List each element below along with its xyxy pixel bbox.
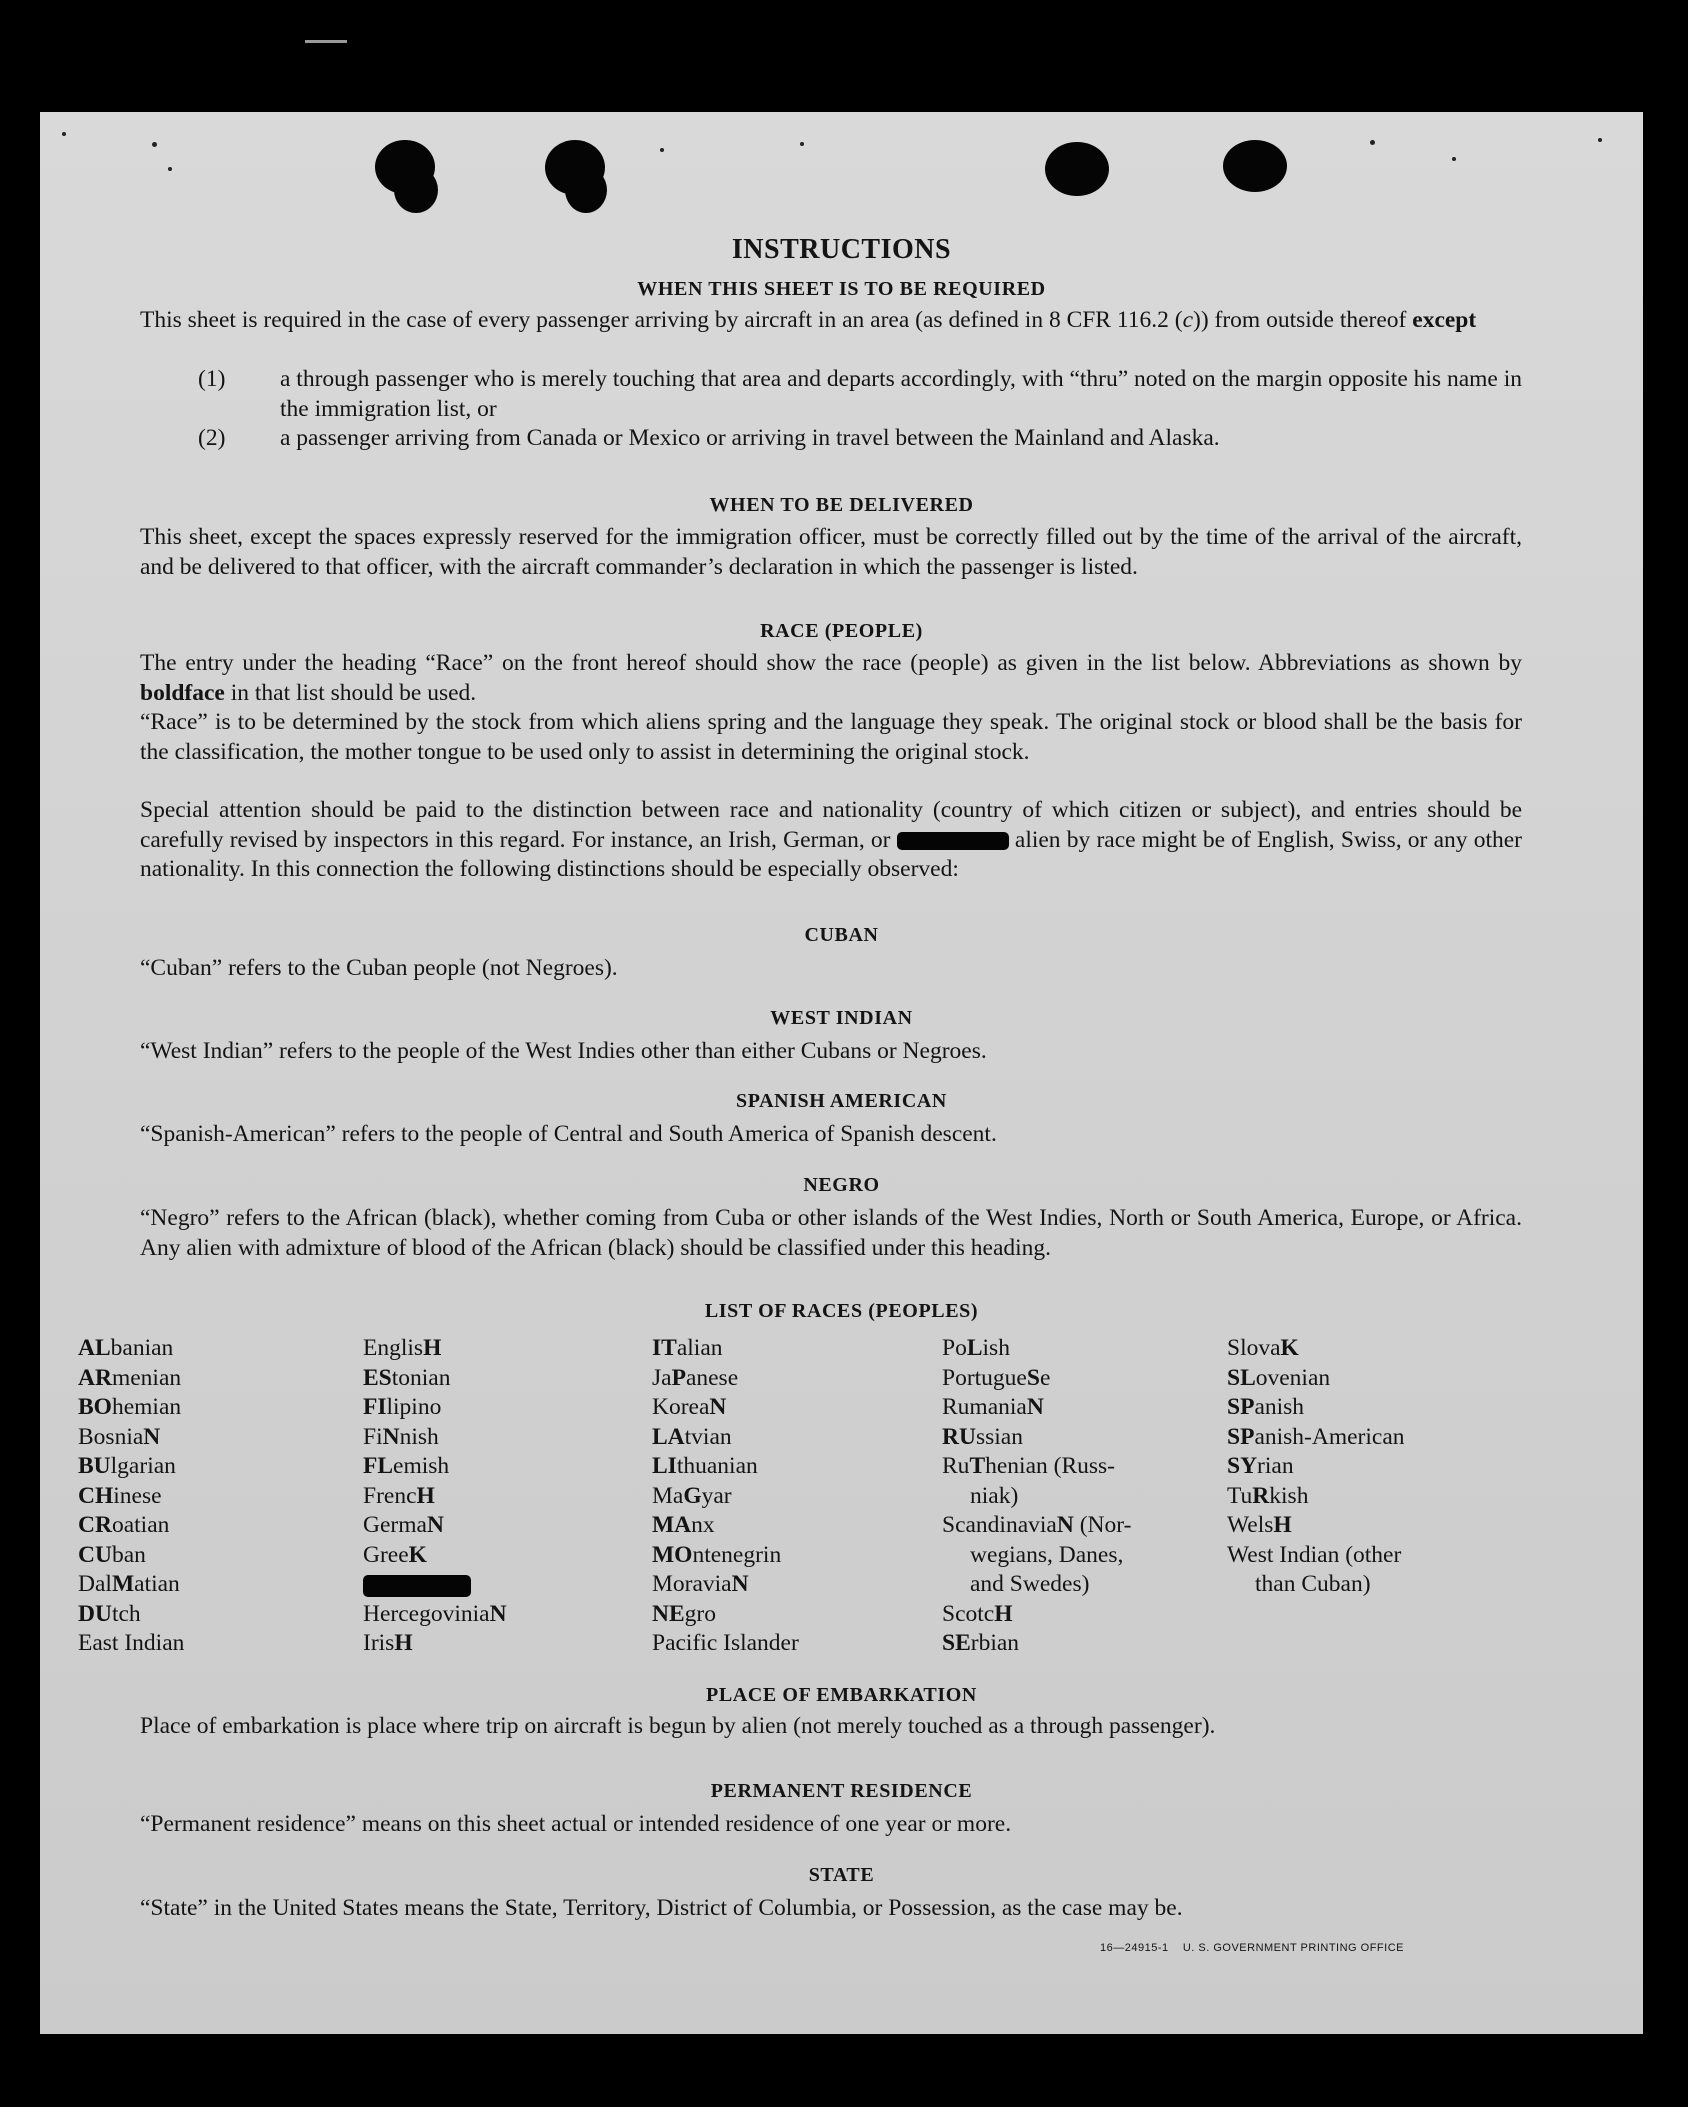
race-abbrev-letter: LI xyxy=(652,1453,677,1479)
race-list-item xyxy=(1227,1364,1405,1394)
text: )) from outside thereof xyxy=(1193,307,1413,333)
race-abbrev-letter: SP xyxy=(1227,1423,1255,1450)
race-list-item xyxy=(652,1364,799,1394)
race-abbrev-letter: T xyxy=(969,1453,986,1479)
race-text: (Nor- xyxy=(1073,1512,1132,1538)
race-text: banian xyxy=(110,1335,174,1361)
race-abbrev-letter: H xyxy=(394,1630,413,1656)
race-list-item xyxy=(363,1364,507,1394)
race-text: niak) xyxy=(970,1482,1019,1509)
paragraph-residence xyxy=(82,1810,1522,1840)
race-list-item xyxy=(1227,1393,1405,1423)
race-list-item xyxy=(942,1570,1131,1600)
race-text: tch xyxy=(111,1600,141,1627)
race-text: Ja xyxy=(652,1364,672,1391)
section-heading-required: WHEN THIS SHEET IS TO BE REQUIRED xyxy=(637,278,1046,300)
paragraph-west-indian xyxy=(82,1037,1522,1067)
race-text: Pacific Islander xyxy=(652,1630,799,1656)
race-abbrev-letter: SE xyxy=(942,1630,971,1656)
race-text: Wels xyxy=(1227,1512,1274,1538)
race-abbrev-letter: H xyxy=(994,1600,1013,1627)
race-text: oatian xyxy=(111,1512,170,1538)
race-abbrev-letter: AL xyxy=(78,1335,111,1361)
race-text: anish xyxy=(1254,1394,1305,1420)
race-text: tvian xyxy=(684,1423,732,1450)
race-text: Englis xyxy=(363,1335,424,1361)
race-list-item xyxy=(942,1629,1131,1659)
text: “Permanent residence” means on this sheet actual or intended residence of one year or more. xyxy=(140,1811,1012,1837)
race-list-item xyxy=(652,1393,799,1423)
race-text: ish xyxy=(982,1335,1010,1361)
race-list-item xyxy=(1227,1482,1405,1512)
page-title: INSTRUCTIONS xyxy=(731,234,952,265)
race-abbrev-letter: IT xyxy=(652,1335,677,1361)
text: in that list should be used. xyxy=(224,679,477,706)
dust-speck xyxy=(1452,157,1456,161)
race-list-item xyxy=(363,1334,507,1364)
race-list-item xyxy=(78,1511,184,1541)
paragraph-race-1 xyxy=(82,649,1522,708)
scan-mark xyxy=(305,40,347,43)
race-text: ovenian xyxy=(1255,1364,1331,1391)
paragraph-negro xyxy=(82,1204,1522,1263)
race-text: Rumania xyxy=(942,1394,1027,1420)
print-code-footer xyxy=(1100,1942,1404,1954)
text: The entry under the heading “Race” on the front hereof should show the race (people) as given in the list below. Abbreviations as shown by xyxy=(140,650,1522,676)
race-text: anish-American xyxy=(1254,1423,1405,1450)
race-text: emish xyxy=(393,1453,450,1479)
race-list-item xyxy=(652,1452,799,1482)
race-list-item xyxy=(78,1600,184,1630)
race-abbrev-letter: G xyxy=(683,1482,702,1509)
race-text: East Indian xyxy=(78,1630,185,1656)
race-text: anese xyxy=(685,1364,739,1391)
punch-hole xyxy=(1223,140,1287,192)
race-abbrev-letter: H xyxy=(416,1482,435,1509)
race-abbrev-letter: BU xyxy=(78,1453,111,1479)
race-text: rbian xyxy=(970,1630,1020,1656)
list-item-number: (1) xyxy=(198,366,226,392)
race-abbrev-letter: RU xyxy=(942,1423,976,1450)
list-item-number: (2) xyxy=(198,425,226,451)
race-text: West Indian (other xyxy=(1227,1541,1402,1568)
race-abbrev-letter: CH xyxy=(78,1482,114,1509)
race-text: alian xyxy=(676,1335,723,1361)
dust-speck xyxy=(168,167,172,171)
race-abbrev-letter: NE xyxy=(652,1600,685,1627)
race-list-item xyxy=(78,1541,184,1571)
race-text: yar xyxy=(701,1482,732,1509)
race-text: henian (Russ- xyxy=(985,1453,1116,1479)
race-list-item xyxy=(78,1452,184,1482)
race-list-item xyxy=(363,1629,507,1659)
race-list-item xyxy=(652,1570,799,1600)
race-list-item xyxy=(363,1600,507,1630)
race-list-item xyxy=(1227,1511,1405,1541)
race-abbrev-letter: SY xyxy=(1227,1453,1258,1479)
race-list-item xyxy=(78,1334,184,1364)
race-abbrev-letter: S xyxy=(1026,1364,1040,1391)
race-abbrev-letter: BO xyxy=(78,1394,112,1420)
text: “West Indian” refers to the people of the West Indies other than either Cubans or Negroes. xyxy=(140,1038,987,1064)
race-list-item xyxy=(363,1423,507,1453)
race-text: Scandinavia xyxy=(942,1512,1057,1538)
section-heading-race: RACE (PEOPLE) xyxy=(760,620,923,642)
race-list-item xyxy=(942,1452,1131,1482)
race-list-item xyxy=(942,1541,1131,1571)
race-abbrev-letter: R xyxy=(1252,1482,1270,1509)
list-item: a passenger arriving from Canada or Mexico or arriving in travel between the Mainland and Alaska. xyxy=(280,425,1220,451)
printer-name: U. S. GOVERNMENT PRINTING OFFICE xyxy=(1182,1942,1404,1954)
race-text: Fi xyxy=(363,1423,383,1450)
race-list-item xyxy=(363,1393,507,1423)
race-abbrev-letter: ES xyxy=(363,1364,392,1391)
text: Special attention should be paid to the distinction between race and nationality (country of which citizen or subject), and entries should be carefully revised by inspectors in this regard. For instance, an Irish, German, or xyxy=(140,797,1522,853)
race-list-item xyxy=(652,1482,799,1512)
text: alien by race might be of English, Swiss, or any other nationality. In this connection the following distinctions should be especially observed: xyxy=(140,826,1522,882)
race-list-item xyxy=(652,1511,799,1541)
race-text: wegians, Danes, xyxy=(970,1541,1124,1568)
redaction-mark xyxy=(363,1575,471,1597)
text: “State” in the United States means the State, Territory, District of Columbia, or Possession, as the case may be. xyxy=(140,1895,1183,1921)
race-list-item xyxy=(942,1423,1131,1453)
race-list-item xyxy=(1227,1452,1405,1482)
race-text: menian xyxy=(111,1364,182,1391)
race-text: nish xyxy=(399,1423,439,1450)
race-text: Hercegovinia xyxy=(363,1600,490,1627)
paragraph-required xyxy=(82,306,1522,336)
races-column-5 xyxy=(1227,1334,1405,1600)
paragraph-embarkation xyxy=(82,1712,1522,1742)
section-heading-negro: NEGRO xyxy=(803,1174,880,1196)
list-item: a through passenger who is merely touching that area and departs accordingly, with “thru” noted on the margin opposite his name in the immigration list, or xyxy=(280,366,1522,422)
race-abbrev-letter: L xyxy=(966,1335,983,1361)
race-abbrev-letter: LA xyxy=(652,1423,685,1450)
race-text: Moravia xyxy=(652,1571,732,1597)
paragraph-state xyxy=(82,1894,1522,1924)
race-list-item xyxy=(363,1452,507,1482)
section-heading-west-indian: WEST INDIAN xyxy=(770,1007,913,1029)
race-abbrev-letter: H xyxy=(423,1335,442,1361)
race-text: e xyxy=(1039,1364,1051,1391)
race-text: Korea xyxy=(652,1394,710,1420)
race-list-item xyxy=(652,1629,799,1659)
race-list-item xyxy=(78,1570,184,1600)
races-column-1 xyxy=(78,1334,184,1659)
race-text: Iris xyxy=(363,1630,395,1656)
race-list-item xyxy=(1227,1541,1405,1571)
race-list-item xyxy=(78,1423,184,1453)
race-text: kish xyxy=(1269,1482,1309,1509)
race-list-item xyxy=(363,1541,507,1571)
race-list-item xyxy=(652,1541,799,1571)
race-text: than Cuban) xyxy=(1255,1571,1371,1597)
race-abbrev-letter: DU xyxy=(78,1600,112,1627)
race-text: Tu xyxy=(1227,1482,1253,1509)
race-list-item xyxy=(363,1482,507,1512)
race-abbrev-letter: N xyxy=(143,1423,161,1450)
race-abbrev-letter: N xyxy=(489,1600,507,1627)
paragraph-delivered xyxy=(82,523,1522,582)
race-abbrev-letter: N xyxy=(426,1512,444,1538)
races-column-4 xyxy=(942,1334,1131,1659)
race-text: ssian xyxy=(975,1423,1023,1450)
paragraph-race-3 xyxy=(82,796,1522,885)
race-text: Dal xyxy=(78,1571,112,1597)
races-column-2 xyxy=(363,1334,507,1659)
race-list-item xyxy=(363,1570,507,1600)
punch-hole xyxy=(394,167,438,213)
race-list-item xyxy=(78,1482,184,1512)
dust-speck xyxy=(1598,138,1602,142)
section-heading-cuban: CUBAN xyxy=(804,924,879,946)
race-text: Po xyxy=(942,1335,967,1361)
race-text: lipino xyxy=(386,1394,442,1420)
races-column-3 xyxy=(652,1334,799,1659)
section-heading-state: STATE xyxy=(808,1864,875,1886)
document-sheet xyxy=(40,112,1643,2034)
race-abbrev-letter: K xyxy=(1280,1335,1299,1361)
text: “Negro” refers to the African (black), whether coming from Cuba or other islands of the West Indies, North or South America, Europe, or Africa. Any alien with admixture of blood of the African (black) should be classified under this heading. xyxy=(140,1205,1522,1261)
text-bold: boldface xyxy=(140,679,225,706)
race-abbrev-letter: FI xyxy=(363,1394,387,1420)
dust-speck xyxy=(660,148,664,152)
race-text: atian xyxy=(134,1571,180,1597)
race-abbrev-letter: CR xyxy=(78,1512,112,1538)
race-text: Frenc xyxy=(363,1482,417,1509)
race-list-item xyxy=(652,1423,799,1453)
race-abbrev-letter: AR xyxy=(78,1364,112,1391)
race-abbrev-letter: N xyxy=(1026,1394,1044,1420)
race-text: Ru xyxy=(942,1453,970,1479)
dust-speck xyxy=(1370,140,1375,145)
race-text: ntenegrin xyxy=(692,1541,782,1568)
text: This sheet, except the spaces expressly reserved for the immigration officer, must be correctly filled out by the time of the arrival of the aircraft, and be delivered to that officer, with the aircraft commander’s declaration in which the passenger is listed. xyxy=(140,524,1522,580)
race-list-item xyxy=(942,1511,1131,1541)
race-list-item xyxy=(1227,1334,1405,1364)
race-text: Ma xyxy=(652,1482,684,1509)
race-text: Slova xyxy=(1227,1335,1281,1361)
race-text: Portugue xyxy=(942,1364,1027,1391)
dust-speck xyxy=(152,142,157,147)
race-list-item xyxy=(942,1600,1131,1630)
dust-speck xyxy=(62,132,66,136)
race-text: ban xyxy=(111,1541,146,1568)
text-italic: c xyxy=(1182,307,1193,333)
race-list-item xyxy=(78,1393,184,1423)
race-abbrev-letter: N xyxy=(731,1571,749,1597)
section-heading-spanish-american: SPANISH AMERICAN xyxy=(736,1090,947,1112)
race-list-item xyxy=(942,1393,1131,1423)
paragraph-race-2 xyxy=(82,708,1522,767)
race-abbrev-letter: FL xyxy=(363,1453,394,1479)
race-list-item xyxy=(78,1629,184,1659)
race-list-item xyxy=(1227,1423,1405,1453)
race-abbrev-letter: N xyxy=(382,1423,400,1450)
paragraph-spanish-american xyxy=(82,1120,1522,1150)
race-abbrev-letter: MO xyxy=(652,1541,693,1568)
text: “Cuban” refers to the Cuban people (not Negroes). xyxy=(140,955,618,981)
section-heading-races-list: LIST OF RACES (PEOPLES) xyxy=(704,1300,979,1322)
race-text: nx xyxy=(691,1512,715,1538)
text: “Spanish-American” refers to the people of Central and South America of Spanish descent. xyxy=(140,1121,997,1147)
punch-hole xyxy=(1045,142,1109,196)
dust-speck xyxy=(800,142,804,146)
section-heading-residence: PERMANENT RESIDENCE xyxy=(710,1780,973,1802)
race-text: and Swedes) xyxy=(970,1571,1090,1597)
race-text: Gree xyxy=(363,1541,409,1568)
race-abbrev-letter: CU xyxy=(78,1541,112,1568)
section-heading-embarkation: PLACE OF EMBARKATION xyxy=(706,1684,977,1706)
race-text: hemian xyxy=(111,1394,182,1420)
form-code: 16—24915-1 xyxy=(1100,1942,1169,1954)
race-list-item xyxy=(652,1334,799,1364)
race-abbrev-letter: N xyxy=(709,1394,727,1420)
punch-hole xyxy=(565,167,607,213)
race-abbrev-letter: M xyxy=(111,1571,135,1597)
race-abbrev-letter: N xyxy=(1056,1512,1074,1538)
race-text: inese xyxy=(113,1482,162,1509)
paragraph-cuban xyxy=(82,954,1522,984)
race-text: Bosnia xyxy=(78,1423,144,1450)
race-text: Scotc xyxy=(942,1600,995,1627)
race-text: tonian xyxy=(391,1364,451,1391)
race-text: gro xyxy=(684,1600,716,1627)
race-list-item xyxy=(363,1511,507,1541)
text: “Race” is to be determined by the stock from which aliens spring and the language they speak. The original stock or blood shall be the basis for the classification, the mother tongue to be used only to assist in determining the original stock. xyxy=(140,709,1522,765)
race-abbrev-letter: SP xyxy=(1227,1394,1255,1420)
race-list-item xyxy=(78,1364,184,1394)
race-text: lgarian xyxy=(110,1453,176,1479)
race-text: Germa xyxy=(363,1512,427,1538)
text: Place of embarkation is place where trip on aircraft is begun by alien (not merely touched as a through passenger). xyxy=(140,1713,1216,1739)
race-abbrev-letter: SL xyxy=(1227,1364,1256,1391)
section-heading-delivered: WHEN TO BE DELIVERED xyxy=(709,494,974,516)
race-list-item xyxy=(652,1600,799,1630)
race-list-item xyxy=(1227,1570,1405,1600)
race-abbrev-letter: MA xyxy=(652,1512,692,1538)
text: This sheet is required in the case of every passenger arriving by aircraft in an area (as defined in 8 CFR 116.2 ( xyxy=(140,307,1183,333)
race-abbrev-letter: P xyxy=(671,1364,686,1391)
race-abbrev-letter: K xyxy=(408,1541,427,1568)
race-list-item xyxy=(942,1482,1131,1512)
race-text: thuanian xyxy=(676,1453,758,1479)
text-bold: except xyxy=(1412,307,1477,333)
race-abbrev-letter: H xyxy=(1273,1512,1292,1538)
race-list-item xyxy=(942,1364,1131,1394)
redaction-mark xyxy=(897,832,1009,850)
race-list-item xyxy=(942,1334,1131,1364)
race-text: rian xyxy=(1257,1453,1294,1479)
